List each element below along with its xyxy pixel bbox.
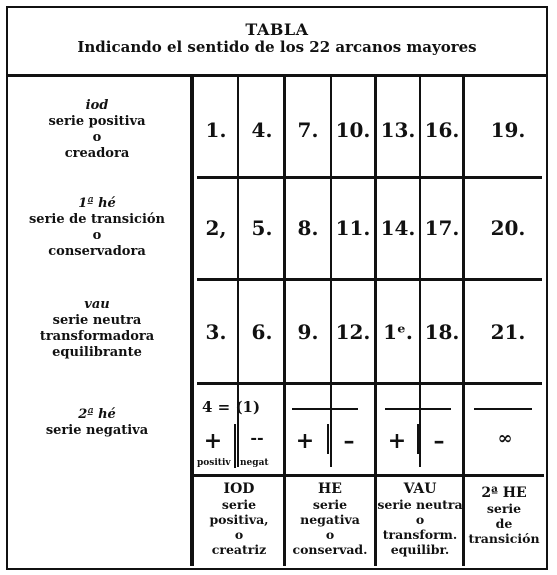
footer-line: negativa [300, 512, 360, 527]
footer-head: IOD [223, 481, 255, 497]
sign-divider [417, 424, 419, 454]
arcano-number: 5. [251, 216, 273, 240]
table-subtitle: Indicando el sentido de los 22 arcanos mayores [77, 38, 477, 56]
footer-iod [194, 482, 284, 557]
footer-head: 2ª HE [481, 485, 527, 501]
equation-text: 4 = (1) [202, 398, 261, 416]
arcano-number: 10. [335, 118, 371, 142]
infinity-sign: ∞ [497, 428, 513, 449]
table-title: TABLA [245, 20, 309, 39]
plus-sign: + [203, 428, 223, 454]
series-line: transformadora [39, 329, 155, 344]
row-rule [197, 176, 542, 179]
series-letter: 2ª hé [78, 407, 116, 422]
arcano-number: 1ᵉ. [383, 320, 413, 344]
arcano-number: 8. [297, 216, 319, 240]
row-rule [197, 278, 542, 281]
arcano-number: 7. [297, 118, 319, 142]
series-line: serie neutra [52, 313, 142, 328]
minus-sign: – [433, 428, 445, 454]
arcano-number: 11. [335, 216, 371, 240]
footer-line: o [325, 527, 335, 542]
footer-line: serie [221, 497, 257, 512]
negat-label: negat [240, 458, 269, 468]
arcano-number: 20. [490, 216, 526, 240]
arcano-number: 14. [380, 216, 416, 240]
arcano-number: 13. [380, 118, 416, 142]
series-line: equilibrante [52, 345, 142, 360]
arcano-number: 6. [251, 320, 273, 344]
row-label-he [12, 196, 182, 260]
series-letter: vau [84, 297, 110, 312]
series-letter: 1ª hé [78, 196, 116, 211]
row-rule [385, 408, 451, 410]
footer-line: transform. [382, 527, 458, 542]
series-letter: iod [85, 98, 109, 113]
arcano-number: 21. [490, 320, 526, 344]
footer-line: conservad. [292, 542, 368, 557]
arcano-number: 2, [205, 216, 227, 240]
footer-line: serie [486, 501, 522, 516]
plus-sign: + [295, 428, 315, 454]
footer-line: creatriz [211, 542, 267, 557]
row-rule [474, 408, 532, 410]
arcano-number: 3. [205, 320, 227, 344]
row-rule [292, 408, 358, 410]
footer-line: o [234, 527, 244, 542]
footer-line: serie neutra [377, 497, 463, 512]
arcano-number: 18. [424, 320, 460, 344]
series-line: conservadora [48, 244, 146, 259]
row-label-he2 [12, 407, 182, 439]
arcano-number: 9. [297, 320, 319, 344]
footer-rule [192, 474, 544, 477]
arcano-number: 16. [424, 118, 460, 142]
footer-line: o [415, 512, 425, 527]
footer-line: positiva, [209, 512, 269, 527]
header-rule [6, 74, 548, 77]
minus-sign: -- [250, 428, 264, 447]
arcano-number: 17. [424, 216, 460, 240]
arcano-number: 12. [335, 320, 371, 344]
arcano-number: 4. [251, 118, 273, 142]
row-label-vau [12, 297, 182, 361]
sign-divider [234, 424, 236, 468]
row-label-iod [12, 98, 182, 162]
sign-divider [327, 424, 329, 454]
series-line: o [92, 130, 102, 145]
footer-line: serie [312, 497, 348, 512]
footer-line: equilibr. [390, 542, 450, 557]
series-line: serie positiva [48, 114, 146, 129]
footer-line: de [495, 516, 513, 531]
series-line: creadora [64, 146, 130, 161]
arcano-number: 19. [490, 118, 526, 142]
footer-head: VAU [403, 481, 437, 497]
series-line: serie de transición [28, 212, 166, 227]
arcano-number: 1. [205, 118, 227, 142]
footer-line: transición [468, 531, 540, 546]
footer-head: HE [318, 481, 342, 497]
positiv-label: positiv [197, 458, 231, 468]
row-rule [197, 382, 542, 385]
series-line: o [92, 228, 102, 243]
footer-vau [377, 482, 463, 557]
plus-sign: + [387, 428, 407, 454]
footer-he [286, 482, 374, 557]
footer-he2 [465, 486, 543, 546]
minus-sign: – [343, 428, 355, 454]
series-line: serie negativa [45, 423, 149, 438]
